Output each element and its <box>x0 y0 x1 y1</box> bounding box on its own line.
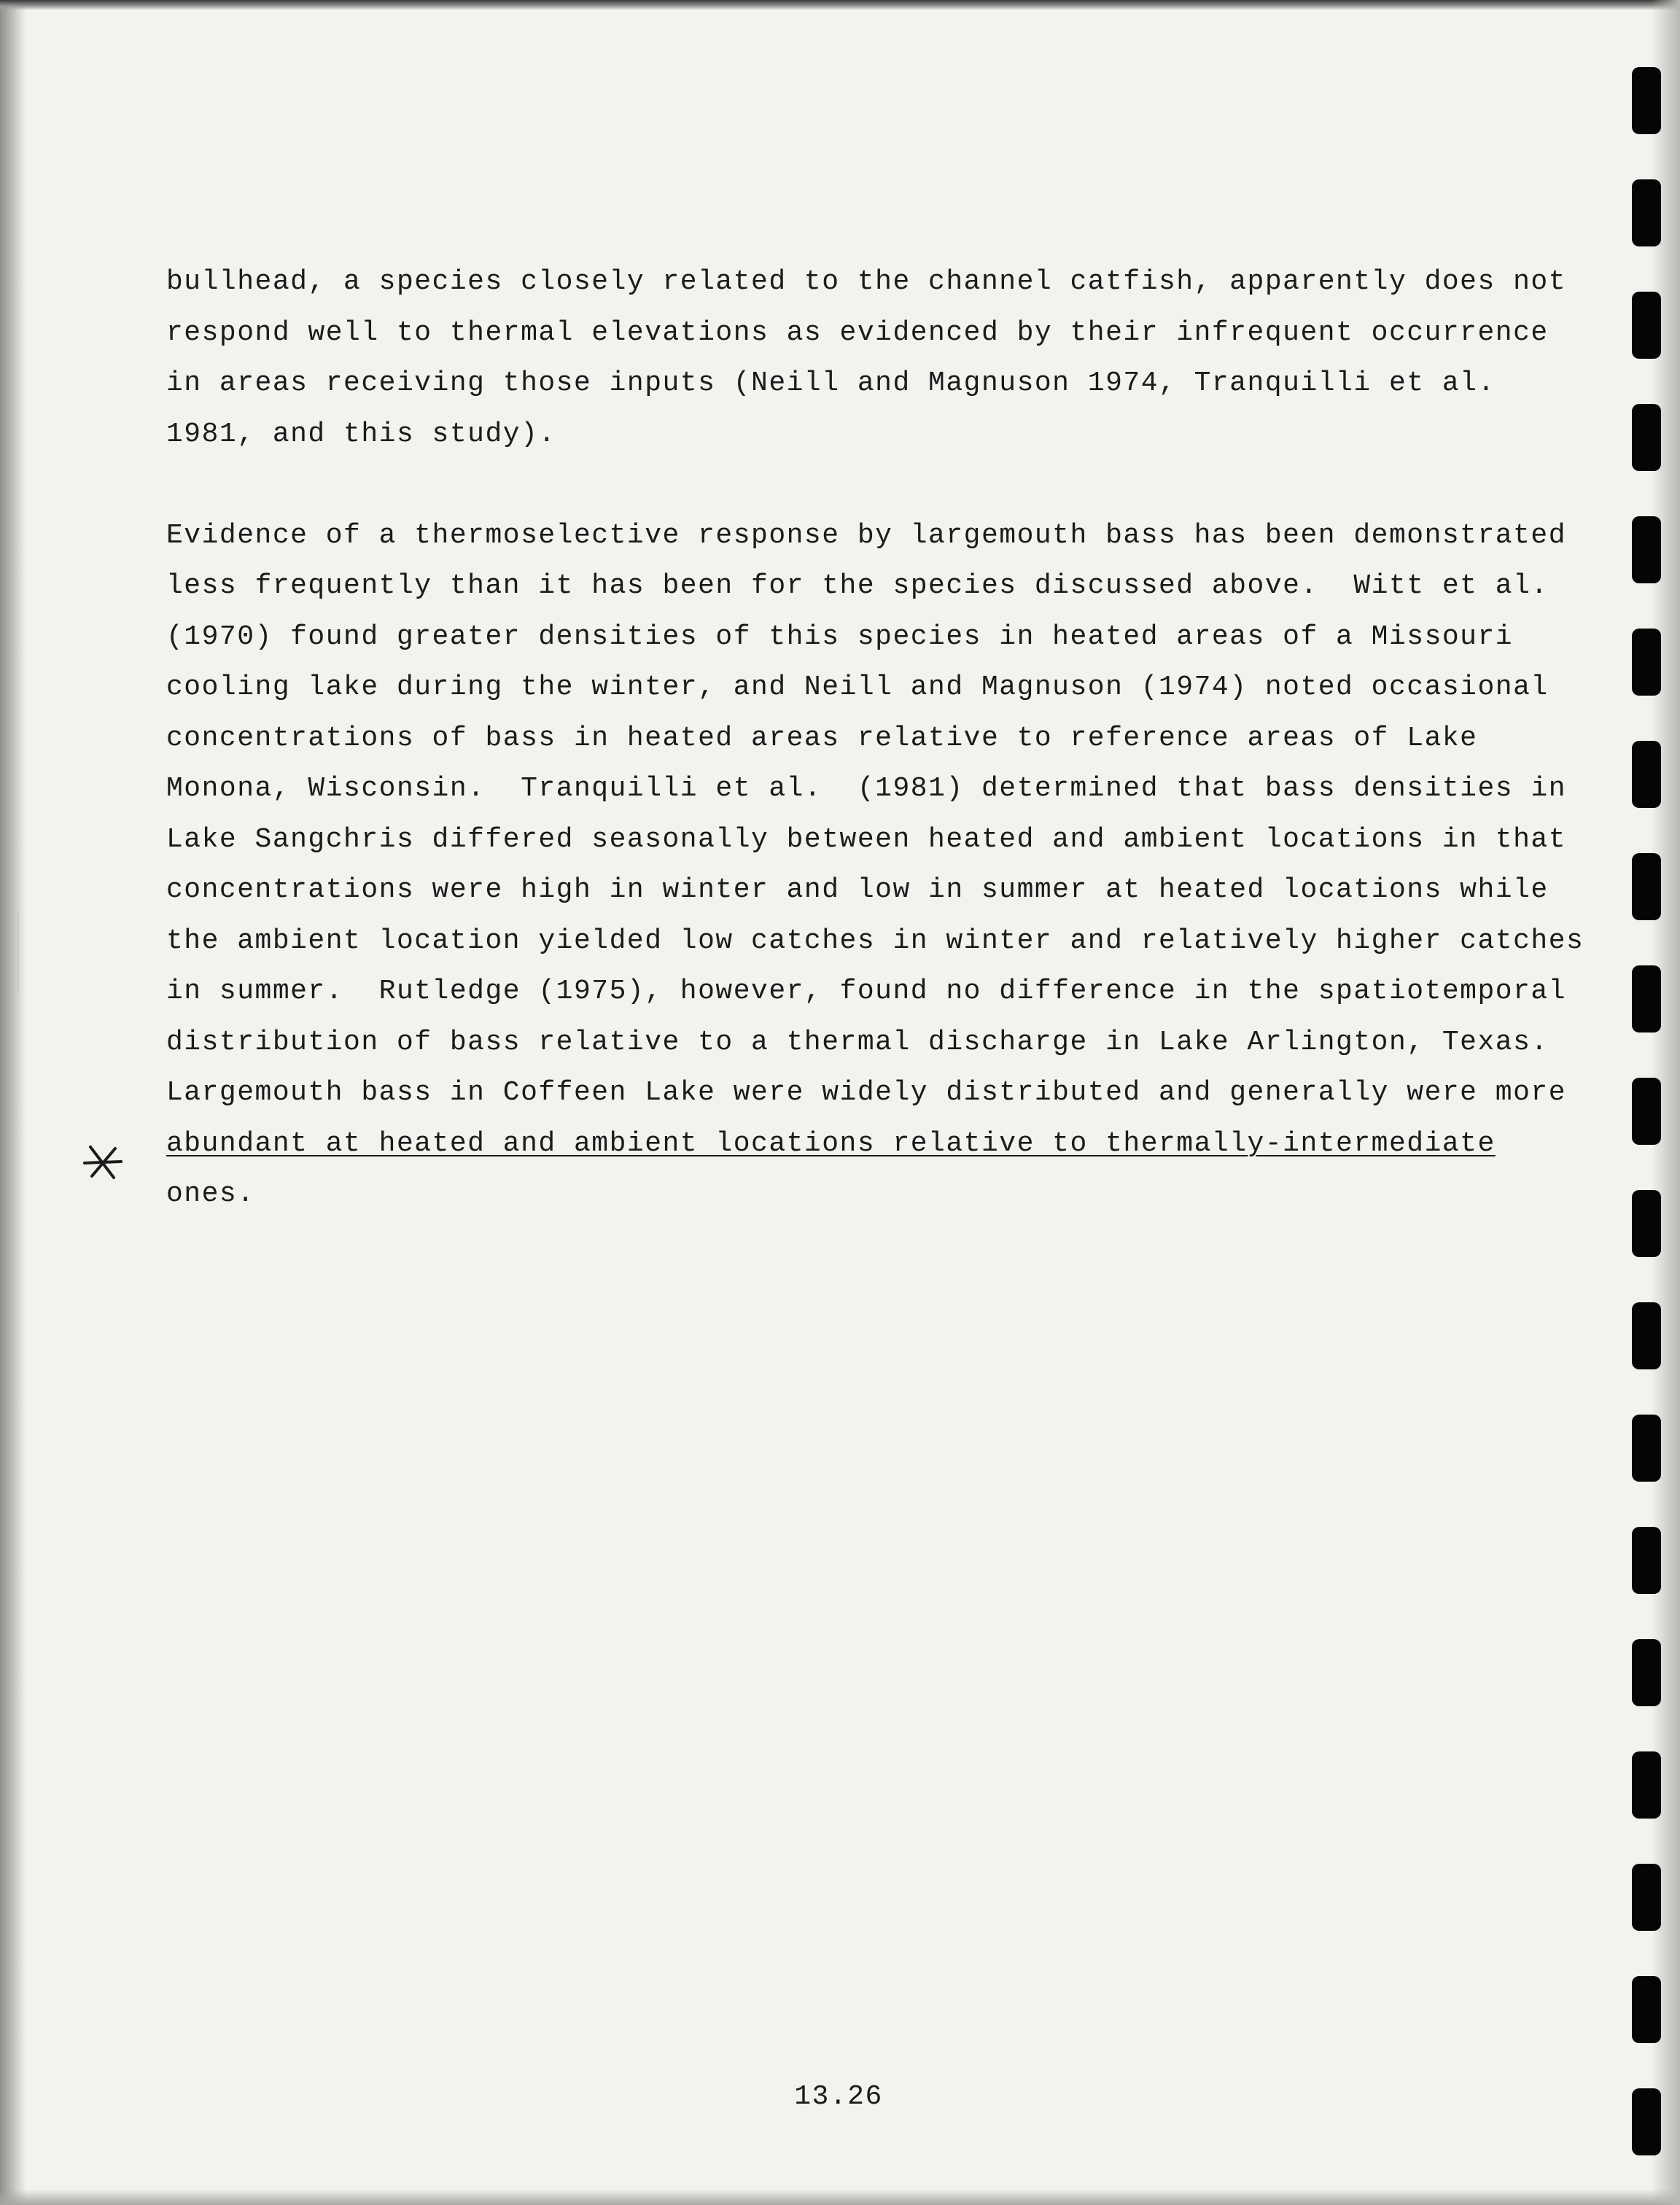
text-line: cooling lake during the winter, and Neill and Magnuson (1974) noted occasional <box>166 672 1549 703</box>
text-line: less frequently than it has been for the species discussed above. Witt et al. <box>166 570 1549 602</box>
text-line: distribution of bass relative to a thermal discharge in Lake Arlington, Texas. <box>166 1026 1549 1058</box>
binding-hole <box>1632 1190 1661 1257</box>
text-line: Largemouth bass in Coffeen Lake were widely distributed and generally were more <box>166 1077 1566 1108</box>
text-line: concentrations were high in winter and low in summer at heated locations while <box>166 874 1549 906</box>
text-line: (1970) found greater densities of this species in heated areas of a Missouri <box>166 621 1514 653</box>
binding-hole <box>1632 1078 1661 1145</box>
binding-hole <box>1632 629 1661 696</box>
underlined-text-line <box>166 1119 1501 1170</box>
text-line: the ambient location yielded low catches in winter and relatively higher catches <box>166 925 1584 957</box>
text-line: Monona, Wisconsin. Tranquilli et al. (1981) determined that bass densities in <box>166 773 1566 804</box>
binding-hole <box>1632 2088 1661 2155</box>
binding-hole <box>1632 1302 1661 1369</box>
text-line: concentrations of bass in heated areas relative to reference areas of Lake <box>166 722 1478 754</box>
scan-shadow-top <box>0 0 1680 10</box>
binding-hole <box>1632 516 1661 583</box>
text-line: in summer. Rutledge (1975), however, found no difference in the spatiotemporal <box>166 976 1566 1007</box>
page-number: 13.26 <box>794 2081 883 2112</box>
binding-hole <box>1632 179 1661 246</box>
binding-hole <box>1632 1415 1661 1482</box>
scan-shadow-bottom <box>0 2189 1680 2205</box>
binding-hole <box>1632 965 1661 1032</box>
asterisk-margin-mark-icon <box>82 1141 124 1183</box>
text-line: Evidence of a thermoselective response by largemouth bass has been demonstrated <box>166 519 1566 551</box>
binding-hole <box>1632 1864 1661 1931</box>
text-line: 1981, and this study). <box>166 418 556 450</box>
binding-hole <box>1632 1751 1661 1819</box>
scan-shadow-left <box>0 0 26 2205</box>
binding-hole <box>1632 404 1661 471</box>
body-text <box>166 257 1584 1220</box>
binding-hole <box>1632 292 1661 359</box>
binding-hole <box>1632 1527 1661 1594</box>
text-line: bullhead, a species closely related to the channel catfish, apparently does not <box>166 266 1566 298</box>
binding-hole <box>1632 1639 1661 1706</box>
text-line: in areas receiving those inputs (Neill and Magnuson 1974, Tranquilli et al. <box>166 368 1496 399</box>
binding-holes <box>1632 0 1665 2205</box>
binding-hole <box>1632 741 1661 808</box>
text-line: respond well to thermal elevations as evidenced by their infrequent occurrence <box>166 316 1549 349</box>
paragraph-largemouth-bass <box>166 510 1584 1220</box>
paragraph-bullhead <box>166 257 1566 459</box>
binding-hole <box>1632 67 1661 134</box>
underlined-text: abundant at heated and ambient locations relative to thermally-intermediate <box>166 1127 1496 1159</box>
paragraph-spacer <box>166 459 1501 510</box>
text-line: ones. <box>166 1178 255 1210</box>
text-line: Lake Sangchris differed seasonally between heated and ambient locations in that <box>166 823 1566 855</box>
binding-hole <box>1632 1976 1661 2043</box>
binding-hole <box>1632 853 1661 920</box>
margin-rule <box>18 911 19 992</box>
